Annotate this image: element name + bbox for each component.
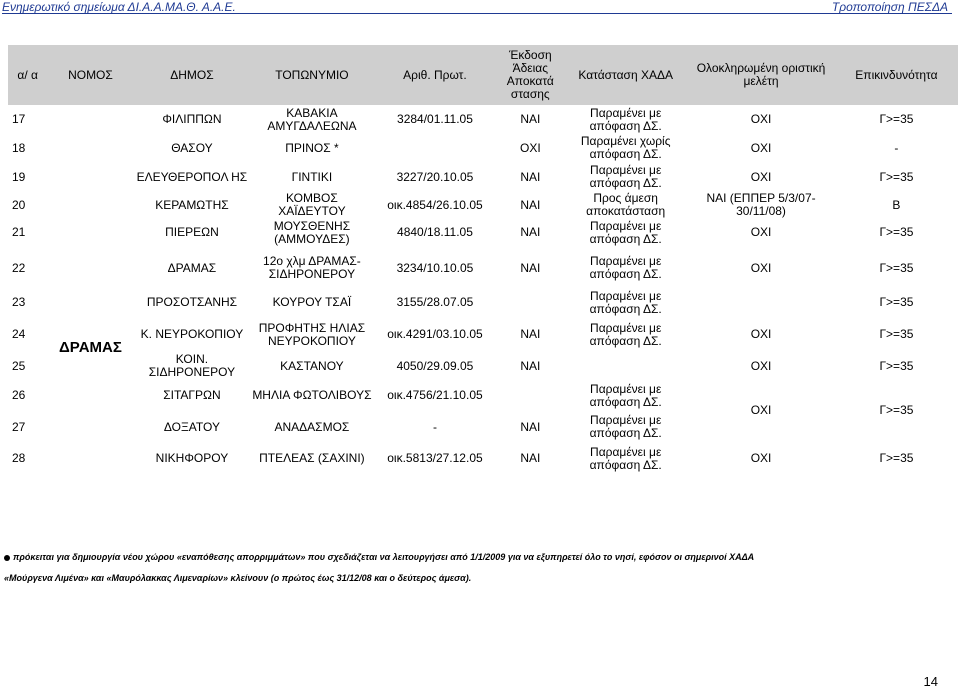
bullet-icon [4, 555, 10, 561]
header-toponymio: ΤΟΠΩΝΥΜΙΟ [250, 45, 373, 105]
row-aa: 17 [12, 112, 26, 126]
row-ekdosi: ΝΑΙ [520, 358, 541, 373]
footnote [4, 547, 954, 589]
table-header-row [8, 45, 958, 105]
row-aa: 22 [12, 260, 26, 275]
row-aa: 18 [12, 140, 26, 155]
row-katastasi: Παραμένει με απόφαση ΔΣ. [589, 218, 662, 246]
table-row [8, 289, 958, 316]
row-epikindynotita: Γ>=35 [879, 403, 914, 417]
row-katastasi: Παραμένει με απόφαση ΔΣ. [589, 320, 662, 348]
table-row [8, 316, 958, 353]
row-ekdosi: ΝΑΙ [520, 225, 541, 239]
row-arith: - [432, 419, 437, 434]
row-epikindynotita: Β [892, 197, 901, 212]
row-aa: 26 [12, 388, 26, 402]
header-aa: α/ α [8, 45, 47, 105]
row-toponymio: ΠΤΕΛΕΑΣ (ΣΑΧΙΝΙ) [259, 451, 365, 465]
row-ekdosi: ΝΑΙ [520, 451, 541, 465]
table-row [8, 353, 958, 379]
header-epikindynotita: Επικινδυνότητα [835, 45, 958, 105]
row-arith: οικ.4291/03.10.05 [387, 327, 483, 341]
row-ekdosi: ΝΑΙ [520, 419, 541, 434]
row-toponymio: ΚΑΒΑΚΙΑ ΑΜΥΓΔΑΛΕΩΝΑ [267, 105, 357, 133]
row-katastasi: Προς άμεση αποκατάσταση [586, 191, 666, 218]
row-katastasi: Παραμένει με απόφαση ΔΣ. [589, 444, 662, 472]
page-number: 14 [923, 674, 938, 689]
row-arith: οικ.5813/27.12.05 [387, 451, 483, 465]
row-toponymio: ΓΙΝΤΙΚΙ [291, 169, 333, 184]
header-arith: Αριθ. Πρωτ. [373, 45, 496, 105]
row-meleti: ΟΧΙ [750, 358, 772, 373]
row-epikindynotita: Γ>=35 [879, 169, 914, 184]
row-meleti: ΝΑΙ (ΕΠΠΕΡ 5/3/07-30/11/08) [706, 191, 816, 218]
row-dimos: ΠΡΟΣΟΤΣΑΝΗΣ [146, 295, 238, 309]
row-dimos: ΠΙΕΡΕΩΝ [165, 225, 219, 239]
row-meleti: ΟΧΙ [750, 225, 772, 239]
row-aa: 27 [12, 419, 26, 434]
header-left-title: Ενημερωτικό σημείωμα ΔΙ.Α.Α.ΜΑ.Θ. Α.Α.Ε. [2, 0, 236, 14]
page-header [0, 0, 960, 14]
row-toponymio: ΜΗΛΙΑ ΦΩΤΟΛΙΒΟΥΣ [252, 388, 372, 402]
row-epikindynotita: Γ>=35 [879, 295, 914, 309]
row-epikindynotita: - [894, 140, 899, 155]
row-dimos: ΔΡΑΜΑΣ [167, 260, 217, 275]
row-toponymio: ΜΟΥΣΘΕΝΗΣ (ΑΜΜΟΥΔΕΣ) [273, 218, 351, 246]
landfill-table [8, 45, 958, 475]
row-meleti: ΟΧΙ [750, 451, 772, 465]
row-dimos: ΕΛΕΥΘΕΡΟΠΟΛ ΗΣ [136, 169, 248, 184]
row-toponymio: ΠΡΟΦΗΤΗΣ ΗΛΙΑΣ ΝΕΥΡΟΚΟΠΙΟΥ [258, 320, 366, 348]
landfill-table-container [8, 45, 958, 475]
row-katastasi: Παραμένει χωρίς απόφαση ΔΣ. [580, 134, 671, 161]
row-arith: 3284/01.11.05 [397, 112, 473, 126]
row-aa: 21 [12, 225, 26, 239]
row-dimos: ΝΙΚΗΦΟΡΟΥ [155, 451, 229, 465]
row-epikindynotita: Γ>=35 [879, 327, 914, 341]
row-dimos: ΚΕΡΑΜΩΤΗΣ [155, 197, 229, 212]
row-arith: οικ.4756/21.10.05 [387, 388, 483, 402]
row-katastasi: Παραμένει με απόφαση ΔΣ. [589, 381, 662, 409]
row-ekdosi: ΟΧΙ [519, 140, 541, 155]
row-dimos: Κ. ΝΕΥΡΟΚΟΠΙΟΥ [140, 327, 244, 341]
header-katastasi: Κατάσταση ΧΑΔΑ [564, 45, 687, 105]
table-row [8, 218, 958, 247]
row-dimos: ΔΟΞΑΤΟΥ [163, 419, 220, 434]
row-dimos: ΣΙΤΑΓΡΩΝ [163, 388, 221, 402]
row-ekdosi: ΝΑΙ [520, 112, 541, 126]
table-row [8, 192, 958, 218]
row-epikindynotita: Γ>=35 [879, 358, 914, 373]
table-row [8, 162, 958, 192]
row-toponymio: ΠΡΙΝΟΣ * [285, 140, 339, 155]
table-row [8, 247, 958, 289]
row-toponymio: 12ο χλμ ΔΡΑΜΑΣ- ΣΙΔΗΡΟΝΕΡΟΥ [263, 254, 361, 281]
table-row [8, 442, 958, 475]
row-ekdosi: ΝΑΙ [520, 169, 541, 184]
table-row [8, 379, 958, 412]
row-dimos: ΘΑΣΟΥ [171, 140, 213, 155]
row-meleti: ΟΧΙ [750, 112, 772, 126]
row-aa: 23 [12, 295, 26, 309]
header-nomos: ΝΟΜΟΣ [47, 45, 133, 105]
header-dimos: ΔΗΜΟΣ [134, 45, 251, 105]
row-katastasi: Παραμένει με απόφαση ΔΣ. [589, 413, 662, 440]
row-epikindynotita: Γ>=35 [879, 260, 914, 275]
row-arith: 3234/10.10.05 [396, 260, 474, 275]
header-rule [2, 13, 952, 14]
header-meleti: Ολοκληρωμένη οριστική μελέτη [687, 45, 835, 105]
row-epikindynotita: Γ>=35 [879, 225, 914, 239]
row-ekdosi: ΝΑΙ [520, 327, 541, 341]
row-dimos: ΚΟΙΝ. ΣΙΔΗΡΟΝΕΡΟΥ [148, 352, 236, 379]
header-ekdosi: Έκδοση Άδειας Αποκατά στασης [496, 45, 564, 105]
row-aa: 25 [12, 358, 26, 373]
row-dimos: ΦΙΛΙΠΠΩΝ [162, 112, 222, 126]
row-arith: οικ.4854/26.10.05 [387, 197, 483, 212]
header-right-title: Τροποποίηση ΠΕΣΔΑ [831, 0, 948, 14]
nomos-drama-merged: ΔΡΑΜΑΣ [59, 339, 122, 356]
row-katastasi: Παραμένει με απόφαση ΔΣ. [589, 254, 662, 281]
footnote-line-2: «Μούργενα Λιμένα» και «Μαυρόλακκας Λιμεναρίων» κλείνουν (ο πρώτος έως 31/12/08 και ο δεύτερος άμεσα). [4, 573, 472, 583]
row-aa: 19 [12, 169, 26, 184]
row-meleti: ΟΧΙ [750, 260, 772, 275]
row-katastasi: Παραμένει με απόφαση ΔΣ. [589, 105, 662, 133]
row-ekdosi: ΝΑΙ [520, 197, 541, 212]
row-toponymio: ΚΑΣΤΑΝΟΥ [280, 358, 344, 373]
footnote-text-1: πρόκειται για δημιουργία νέου χώρου «εναπόθεσης απορριμμάτων» που σχεδιάζεται να λειτουργήσει από 1/1/2009 για να εξυπηρετεί όλο το νησί, εφόσον οι σημερινοί ΧΑΔΑ [13, 552, 755, 562]
row-epikindynotita: Γ>=35 [879, 112, 914, 126]
row-arith: 3227/20.10.05 [396, 169, 474, 184]
footnote-line-1 [4, 547, 954, 568]
row-toponymio: ΚΟΥΡΟΥ ΤΣΑΪ [272, 295, 352, 309]
row-meleti: ΟΧΙ [750, 403, 772, 417]
row-meleti: ΟΧΙ [750, 327, 772, 341]
row-aa: 24 [12, 327, 26, 341]
row-toponymio: ΚΟΜΒΟΣ ΧΑΪΔΕΥΤΟΥ [278, 191, 346, 218]
row-katastasi: Παραμένει με απόφαση ΔΣ. [589, 288, 662, 316]
table-row [8, 105, 958, 134]
table-row [8, 134, 958, 162]
row-arith: 3155/28.07.05 [396, 295, 474, 309]
row-ekdosi: ΝΑΙ [520, 260, 541, 275]
row-meleti: ΟΧΙ [750, 169, 772, 184]
row-meleti: ΟΧΙ [750, 140, 772, 155]
row-arith: 4050/29.09.05 [396, 358, 474, 373]
row-aa: 20 [12, 197, 26, 212]
row-epikindynotita: Γ>=35 [879, 451, 914, 465]
row-toponymio: ΑΝΑΔΑΣΜΟΣ [274, 419, 350, 434]
row-arith: 4840/18.11.05 [397, 225, 473, 239]
row-aa: 28 [12, 451, 26, 465]
row-katastasi: Παραμένει με απόφαση ΔΣ. [589, 163, 662, 190]
